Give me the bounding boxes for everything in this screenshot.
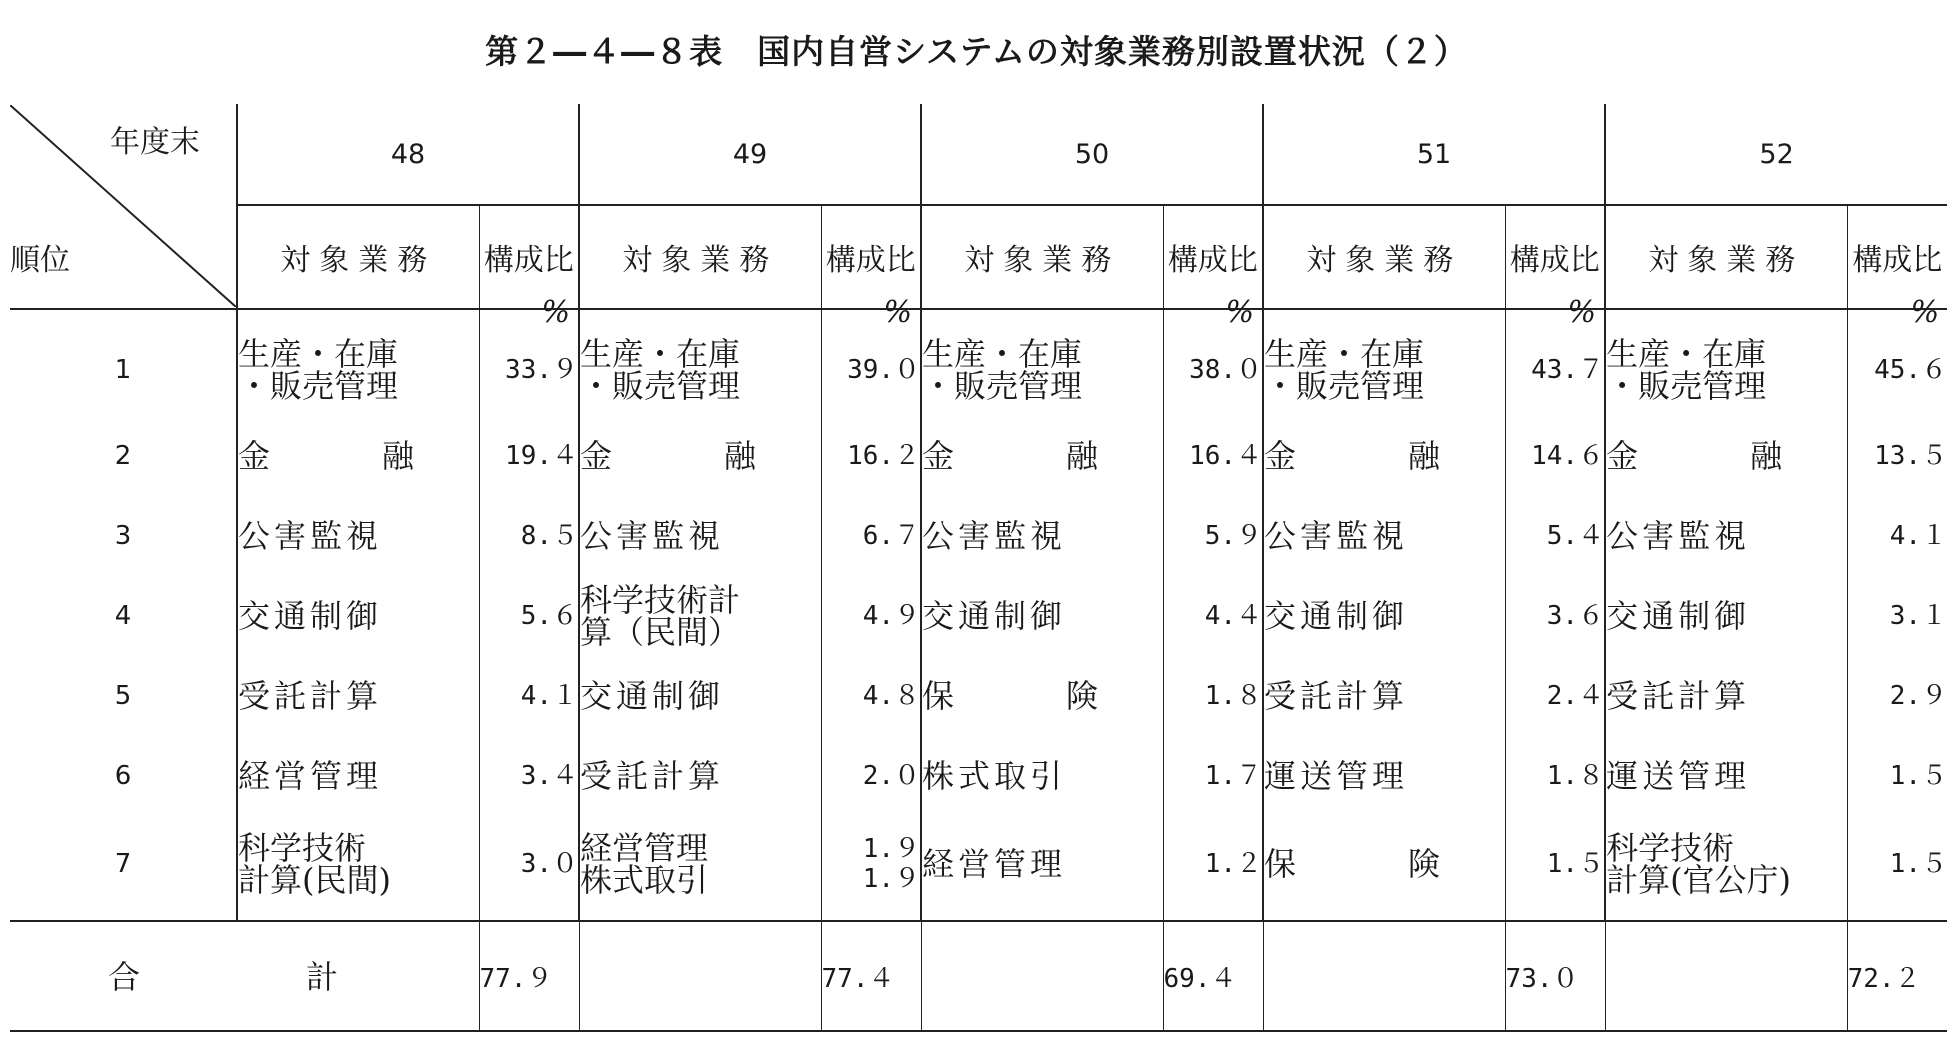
ratio-cell	[1163, 736, 1263, 816]
task-cell: 生産・在庫 ・販売管理	[1263, 309, 1505, 416]
task-cell: 金 融	[579, 416, 821, 496]
ratio-value: 4.１	[1889, 521, 1948, 551]
task-cell: 金 融	[1605, 416, 1847, 496]
task-cell: 受託計算	[237, 656, 479, 736]
rank-cell: 5	[10, 656, 237, 736]
total-value: 77.４	[821, 921, 921, 1031]
ratio-cell	[821, 576, 921, 656]
task-cell: 交通制御	[1263, 576, 1505, 656]
total-empty	[921, 921, 1163, 1031]
task-cell: 生産・在庫 ・販売管理	[237, 309, 479, 416]
rank-cell: 4	[10, 576, 237, 656]
ratio-cell	[1163, 576, 1263, 656]
year-49: 49	[579, 104, 921, 205]
ratio-value: 33.９	[505, 355, 579, 385]
task-cell: 公害監視	[237, 496, 479, 576]
ratio-cell	[1163, 816, 1263, 921]
rank-cell: 2	[10, 416, 237, 496]
ratio-cell	[1847, 416, 1947, 496]
total-empty	[579, 921, 821, 1031]
ratio-cell	[1847, 736, 1947, 816]
ratio-value: 2.９	[1889, 681, 1948, 711]
ratio-cell	[1163, 295, 1263, 416]
ratio-cell	[1505, 295, 1605, 416]
header-sub-row	[10, 205, 1947, 309]
ratio-value: 2.４	[1546, 681, 1605, 711]
ratio-value: 5.４	[1546, 521, 1605, 551]
task-cell: 保 険	[921, 656, 1163, 736]
rank-label: 順位	[10, 243, 70, 278]
year-51: 51	[1263, 104, 1605, 205]
ratio-value: 3.６	[1546, 601, 1605, 631]
total-empty	[1263, 921, 1505, 1031]
table-row	[10, 309, 1947, 416]
ratio-value: 6.７	[862, 521, 921, 551]
ratio-value: 3.１	[1889, 601, 1948, 631]
ratio-cell	[1847, 496, 1947, 576]
header-year-row	[10, 104, 1947, 205]
year-50: 50	[921, 104, 1263, 205]
ratio-value: 1.９ 1.９	[862, 834, 921, 894]
task-cell: 受託計算	[1263, 656, 1505, 736]
rank-cell: 6	[10, 736, 237, 816]
percent-mark: %	[1567, 295, 1597, 330]
rank-cell: 1	[10, 309, 237, 416]
ratio-value: 3.４	[520, 761, 579, 791]
total-row	[10, 921, 1947, 1031]
ratio-cell	[1847, 816, 1947, 921]
ratio-value: 16.４	[1189, 441, 1263, 471]
task-cell: 金 融	[921, 416, 1163, 496]
task-cell: 運送管理	[1263, 736, 1505, 816]
table-row	[10, 496, 1947, 576]
ratio-cell	[1505, 416, 1605, 496]
task-cell: 経営管理 株式取引	[579, 816, 821, 921]
data-table	[10, 104, 1947, 1032]
ratio-cell	[821, 656, 921, 736]
rank-cell: 3	[10, 496, 237, 576]
task-cell: 株式取引	[921, 736, 1163, 816]
ratio-cell	[821, 736, 921, 816]
task-cell: 科学技術 計算(民間)	[237, 816, 479, 921]
task-cell: 交通制御	[1605, 576, 1847, 656]
task-cell: 交通制御	[921, 576, 1163, 656]
ratio-value: 5.６	[520, 601, 579, 631]
task-cell: 受託計算	[1605, 656, 1847, 736]
task-cell: 公害監視	[921, 496, 1163, 576]
total-empty	[1605, 921, 1847, 1031]
ratio-cell	[1163, 496, 1263, 576]
task-header: 対象業務	[579, 205, 821, 309]
task-cell: 生産・在庫 ・販売管理	[579, 309, 821, 416]
task-cell: 公害監視	[579, 496, 821, 576]
ratio-value: 2.０	[862, 761, 921, 791]
ratio-cell	[1505, 656, 1605, 736]
ratio-value: 1.５	[1889, 849, 1948, 879]
total-value: 69.４	[1163, 921, 1263, 1031]
percent-mark: %	[541, 295, 571, 330]
ratio-cell	[1163, 656, 1263, 736]
ratio-value: 43.７	[1531, 355, 1605, 385]
task-cell: 運送管理	[1605, 736, 1847, 816]
task-header: 対象業務	[237, 205, 479, 309]
task-header: 対象業務	[1605, 205, 1847, 309]
ratio-value: 5.９	[1204, 521, 1263, 551]
table-row	[10, 576, 1947, 656]
task-cell: 保 険	[1263, 816, 1505, 921]
ratio-value: 4.８	[862, 681, 921, 711]
ratio-header: 構成比	[1505, 205, 1605, 309]
task-cell: 受託計算	[579, 736, 821, 816]
total-label	[10, 921, 479, 1031]
task-cell: 公害監視	[1263, 496, 1505, 576]
year-48: 48	[237, 104, 579, 205]
ratio-value: 13.５	[1874, 441, 1948, 471]
task-cell: 金 融	[237, 416, 479, 496]
ratio-cell	[479, 576, 579, 656]
percent-mark: %	[883, 295, 913, 330]
ratio-value: 8.５	[520, 521, 579, 551]
task-cell: 金 融	[1263, 416, 1505, 496]
percent-mark: %	[1910, 295, 1940, 330]
ratio-value: 1.２	[1204, 849, 1263, 879]
table-row	[10, 736, 1947, 816]
task-cell: 交通制御	[579, 656, 821, 736]
task-cell: 経営管理	[921, 816, 1163, 921]
ratio-value: 1.７	[1204, 761, 1263, 791]
ratio-value: 1.５	[1546, 849, 1605, 879]
task-cell: 科学技術 計算(官公庁)	[1605, 816, 1847, 921]
ratio-value: 4.１	[520, 681, 579, 711]
ratio-value: 1.８	[1546, 761, 1605, 791]
ratio-value: 1.８	[1204, 681, 1263, 711]
table-row	[10, 416, 1947, 496]
ratio-cell	[479, 736, 579, 816]
ratio-cell	[479, 416, 579, 496]
ratio-value: 39.０	[847, 355, 921, 385]
task-cell: 経営管理	[237, 736, 479, 816]
ratio-value: 16.２	[847, 441, 921, 471]
ratio-cell	[479, 295, 579, 416]
ratio-header: 構成比	[821, 205, 921, 309]
year-end-label: 年度末	[110, 125, 200, 160]
ratio-cell	[1505, 816, 1605, 921]
task-cell: 科学技術計 算（民間）	[579, 576, 821, 656]
ratio-cell	[1505, 736, 1605, 816]
total-value: 72.２	[1847, 921, 1947, 1031]
ratio-cell	[479, 496, 579, 576]
ratio-cell	[1505, 576, 1605, 656]
ratio-cell	[1847, 656, 1947, 736]
ratio-cell	[479, 816, 579, 921]
year-52: 52	[1605, 104, 1947, 205]
ratio-value: 3.０	[520, 849, 579, 879]
ratio-header: 構成比	[479, 205, 579, 309]
ratio-header: 構成比	[1163, 205, 1263, 309]
ratio-cell	[1163, 416, 1263, 496]
ratio-value: 14.６	[1531, 441, 1605, 471]
ratio-cell	[1505, 496, 1605, 576]
task-header: 対象業務	[921, 205, 1163, 309]
rank-cell: 7	[10, 816, 237, 921]
ratio-cell	[479, 656, 579, 736]
ratio-cell	[1847, 295, 1948, 416]
ratio-header: 構成比	[1847, 205, 1947, 309]
ratio-cell	[821, 496, 921, 576]
ratio-value: 4.９	[862, 601, 921, 631]
ratio-value: 4.４	[1204, 601, 1263, 631]
ratio-value: 38.０	[1189, 355, 1263, 385]
table-row	[10, 656, 1947, 736]
table-row	[10, 816, 1947, 921]
total-value: 77.９	[479, 921, 579, 1031]
ratio-cell	[821, 295, 921, 416]
task-cell: 交通制御	[237, 576, 479, 656]
total-value: 73.０	[1505, 921, 1605, 1031]
task-cell: 生産・在庫 ・販売管理	[1605, 309, 1847, 416]
task-cell: 公害監視	[1605, 496, 1847, 576]
table-body	[10, 295, 1948, 921]
ratio-value: 1.５	[1889, 761, 1948, 791]
task-cell: 生産・在庫 ・販売管理	[921, 309, 1163, 416]
total-label-b: 計	[306, 958, 339, 996]
ratio-cell	[821, 416, 921, 496]
corner-header	[10, 104, 237, 309]
percent-mark: %	[1225, 295, 1255, 330]
ratio-cell	[1847, 576, 1947, 656]
task-header: 対象業務	[1263, 205, 1505, 309]
total-label-a: 合	[108, 958, 141, 996]
page-title: 第２―４―８表 国内自営システムの対象業務別設置状況（２）	[485, 32, 1468, 71]
ratio-cell	[821, 816, 921, 921]
ratio-value: 45.６	[1874, 355, 1948, 385]
ratio-value: 19.４	[505, 441, 579, 471]
